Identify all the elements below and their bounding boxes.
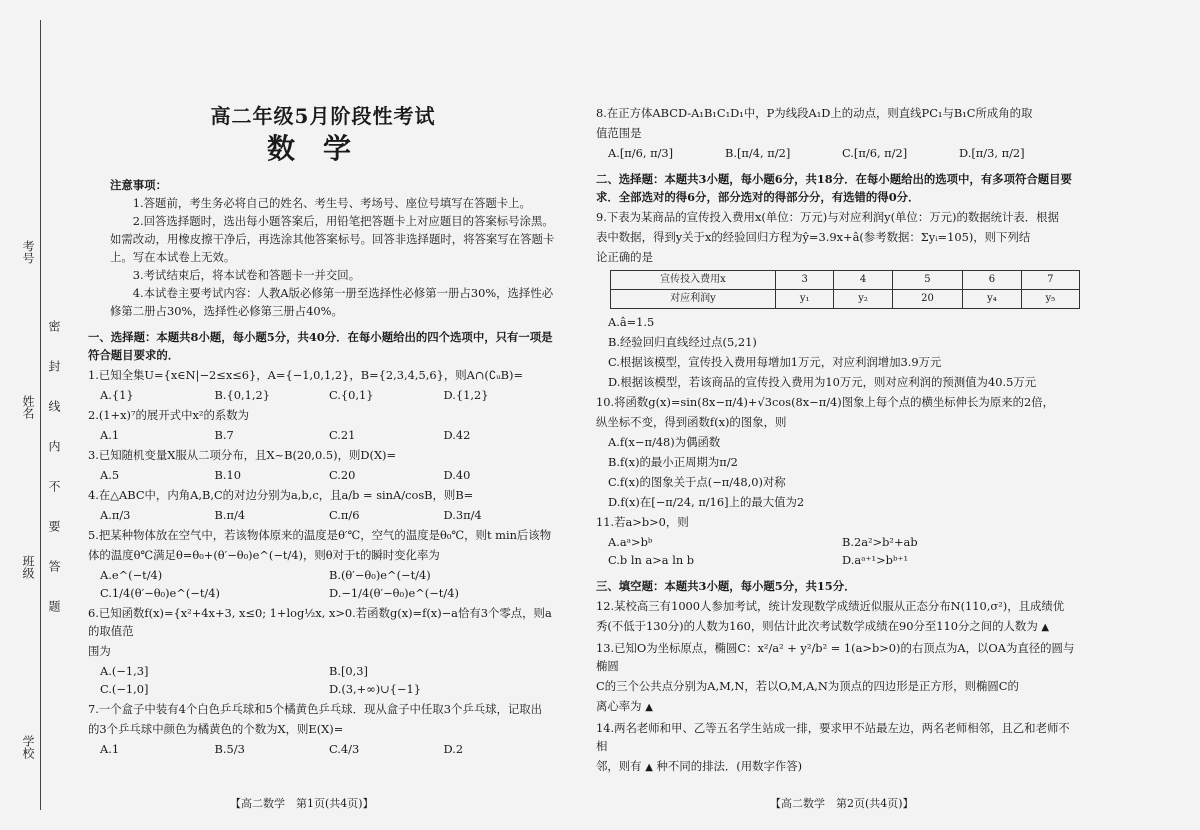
question-5-line-2: 体的温度θ℃满足θ=θ₀+(θ′−θ₀)e^(−t/4)，则θ对于t的瞬时变化率为 [88,548,440,562]
option: C.4/3 [329,742,360,756]
option: B.2a²>b²+ab [842,535,918,549]
option: A.π/3 [100,508,131,522]
question-8-options [608,144,1076,162]
exam-title: 高二年级5月阶段性考试 [210,104,436,128]
table-cell: 7 [1021,271,1079,290]
option: C.21 [329,428,356,442]
notice-item: 2.回答选择题时，选出每小题答案后，用铅笔把答题卡上对应题目的答案标号涂黑。如需改动，用橡皮擦干净后，再选涂其他答案标号。回答非选择题时，将答案写在答题卡上。写在本试卷上无效。 [110,214,555,264]
question-12-line-2 [596,617,1076,637]
question-6-line-1: 6.已知函数f(x)={x²+4x+3, x≤0; 1+log½x, x>0.若函数g(x)=f(x)−a恰有3个零点，则a的取值范 [88,606,552,638]
school-field [20,735,37,759]
page-2-footer: 【高二数学 第2页(共4页)】 [770,797,914,810]
page-1 [88,100,558,760]
question-9-line-3: 论正确的是 [596,250,653,264]
page-1-footer: 【高二数学 第1页(共4页)】 [230,797,374,810]
question-7-line-1: 7.一个盒子中装有4个白色乒乓球和5个橘黄色乒乓球．现从盒子中任取3个乒乓球，记取出 [88,702,543,716]
notice-item: 3.考试结束后，将本试卷和答题卡一并交回。 [132,268,361,282]
option: B.[π/4, π/2] [725,146,791,160]
question-7-options [100,740,558,758]
option: C.{0,1} [329,388,374,402]
question-12-text: 秀(不低于130分)的人数为160，则估计此次考试数学成绩在90分至110分之间的人数为 [596,619,1038,633]
exam-no-label: 考号 [21,240,35,264]
question-13-line-2: C的三个公共点分别为A,M,N，若以O,M,A,N为顶点的四边形是正方形，则椭圆C的 [596,679,1019,693]
question-1-options [100,386,558,404]
option: B.5/3 [214,742,245,756]
table-cell: y₅ [1021,290,1079,309]
option: D.[π/3, π/2] [959,146,1025,160]
option: B.f(x)的最小正周期为π/2 [608,455,738,469]
answer-blank-icon: ▲ [645,762,653,773]
option: C.根据该模型，宣传投入费用每增加1万元，对应利润增加3.9万元 [608,355,942,369]
option: D.2 [443,742,464,756]
option: C.20 [329,468,356,482]
option: D.f(x)在[−π/24, π/16]上的最大值为2 [608,495,805,509]
option: B.π/4 [214,508,246,522]
question-13-text: 离心率为 [596,699,642,713]
answer-blank-icon: ▲ [1041,622,1050,633]
option: B.[0,3] [329,664,368,678]
class-field [20,555,37,579]
question-10-options [596,433,1076,511]
table-cell: 4 [834,271,892,290]
question-10-line-1: 10.将函数g(x)=sin(8x−π/4)+√3cos(8x−π/4)图象上每个点的横坐标伸长为原来的2倍， [596,395,1055,409]
school-label: 学校 [21,735,35,759]
question-4-options [100,506,558,524]
page-2 [596,102,1076,779]
option: D.(3,+∞)∪{−1} [329,682,421,696]
question-2-options [100,426,558,444]
section-3-heading: 三、填空题：本题共3小题，每小题5分，共15分． [596,579,856,593]
table-cell: 对应利润y [611,290,776,309]
table-cell: 6 [963,271,1021,290]
option: A.f(x−π/48)为偶函数 [608,435,721,449]
question-13-line-1: 13.已知O为坐标原点，椭圆C：x²/a² + y²/b² = 1(a>b>0)的右顶点为A，以OA为直径的圆与椭圆 [596,641,1075,673]
notice-heading: 注意事项： [110,178,167,192]
notice-item: 4.本试卷主要考试内容：人教A版必修第一册至选择性必修第一册占30%，选择性必修第二册占30%，选择性必修第三册占40%。 [110,286,554,318]
binding-strip [0,0,82,830]
option: A.e^(−t/4) [100,568,163,582]
table-cell: y₄ [963,290,1021,309]
notice-item: 1.答题前，考生务必将自己的姓名、考生号、考场号、座位号填写在答题卡上。 [132,196,531,210]
table-row [611,290,1080,309]
question-1: 1.已知全集U={x∈N|−2≤x≤6}，A={−1,0,1,2}，B={2,3,4,5,6}，则A∩(∁ᵤB)= [88,368,523,382]
question-14-line-2 [596,757,1076,777]
table-cell: 5 [892,271,963,290]
name-label: 姓名 [21,395,35,419]
question-12-line-1: 12.某校高三有1000人参加考试，统计发现数学成绩近似服从正态分布N(110,σ²)，且成绩优 [596,599,1065,613]
option: A.â=1.5 [608,315,655,329]
question-9-line-1: 9.下表为某商品的宣传投入费用x(单位：万元)与对应利润y(单位：万元)的数据统计表．根据 [596,210,1059,224]
exam-subject: 数学 [266,132,379,165]
notice-block [88,176,558,320]
option: D.aᵃ⁺¹>bᵇ⁺¹ [842,553,909,567]
option: A.1 [100,428,120,442]
table-cell: y₁ [776,290,834,309]
question-14-text-tail: 种不同的排法．(用数字作答) [656,759,803,773]
question-3: 3.已知随机变量X服从二项分布，且X~B(20,0.5)，则D(X)= [88,448,397,462]
option: B.(θ′−θ₀)e^(−t/4) [329,568,431,582]
question-5-line-1: 5.把某种物体放在空气中，若该物体原来的温度是θ′℃，空气的温度是θ₀℃，则t min后该物 [88,528,552,542]
question-13-line-3 [596,697,1076,717]
option: A.(−1,3] [100,664,149,678]
answer-blank-icon: ▲ [645,702,653,713]
seal-text: 密封线内不要答题 [47,320,61,640]
data-table [610,270,1080,309]
option: C.[π/6, π/2] [842,146,908,160]
option: A.[π/6, π/3] [608,146,674,160]
binding-line [40,20,41,810]
table-cell: 20 [892,290,963,309]
question-2: 2.(1+x)⁷的展开式中x²的系数为 [88,408,250,422]
question-4: 4.在△ABC中，内角A,B,C的对边分别为a,b,c，且a/b = sinA/cosB，则B= [88,488,474,502]
option: A.5 [100,468,120,482]
question-10-line-2: 纵坐标不变，得到函数f(x)的图象，则 [596,415,787,429]
table-cell: 宣传投入费用x [611,271,776,290]
option: D.40 [443,468,471,482]
option: B.10 [214,468,241,482]
option: B.7 [214,428,234,442]
option: A.aᵃ>bᵇ [608,535,653,549]
question-14-text: 邻，则有 [596,759,642,773]
exam-no-field [20,240,37,264]
option: D.−1/4(θ′−θ₀)e^(−t/4) [329,586,459,600]
option: D.42 [443,428,471,442]
table-cell: y₂ [834,290,892,309]
name-field [20,395,37,419]
section-2-heading: 二、选择题：本题共3小题，每小题6分，共18分．在每小题给出的选项中，有多项符合题目要求．全部选对的得6分，部分选对的得部分分，有选错的得0分． [596,172,1072,204]
option: D.{1,2} [443,388,489,402]
class-label: 班级 [21,555,35,579]
option: C.(−1,0] [100,682,149,696]
option: C.π/6 [329,508,360,522]
question-8-line-2: 值范围是 [596,126,642,140]
question-5-options [100,566,558,602]
question-14-line-1: 14.两名老师和甲、乙等五名学生站成一排，要求甲不站最左边，两名老师相邻，且乙和老师不相 [596,721,1070,753]
option: B.{0,1,2} [214,388,270,402]
question-8-line-1: 8.在正方体ABCD-A₁B₁C₁D₁中，P为线段A₁D上的动点，则直线PC₁与B₁C所成角的取 [596,106,1033,120]
question-7-line-2: 的3个乒乓球中颜色为橘黄色的个数为X，则E(X)= [88,722,344,736]
section-1-heading: 一、选择题：本题共8小题，每小题5分，共40分．在每小题给出的四个选项中，只有一项是符合题目要求的． [88,330,553,362]
question-3-options [100,466,558,484]
question-11-options [608,533,1076,569]
question-9-options [596,313,1076,391]
table-cell: 3 [776,271,834,290]
option: B.经验回归直线经过点(5,21) [608,335,757,349]
option: D.3π/4 [443,508,482,522]
option: C.1/4(θ′−θ₀)e^(−t/4) [100,586,220,600]
question-6-options [100,662,558,698]
question-11: 11.若a>b>0，则 [596,515,689,529]
table-row [611,271,1080,290]
option: A.1 [100,742,120,756]
option: C.b ln a>a ln b [608,553,695,567]
option: A.{1} [100,388,134,402]
question-6-line-2: 围为 [88,644,111,658]
option: D.根据该模型，若该商品的宣传投入费用为10万元，则对应利润的预测值为40.5万元 [608,375,1037,389]
question-9-line-2: 表中数据，得到y关于x的经验回归方程为ŷ=3.9x+â(参考数据：Σyᵢ=105)，则下列结 [596,230,1031,244]
option: C.f(x)的图象关于点(−π/48,0)对称 [608,475,786,489]
